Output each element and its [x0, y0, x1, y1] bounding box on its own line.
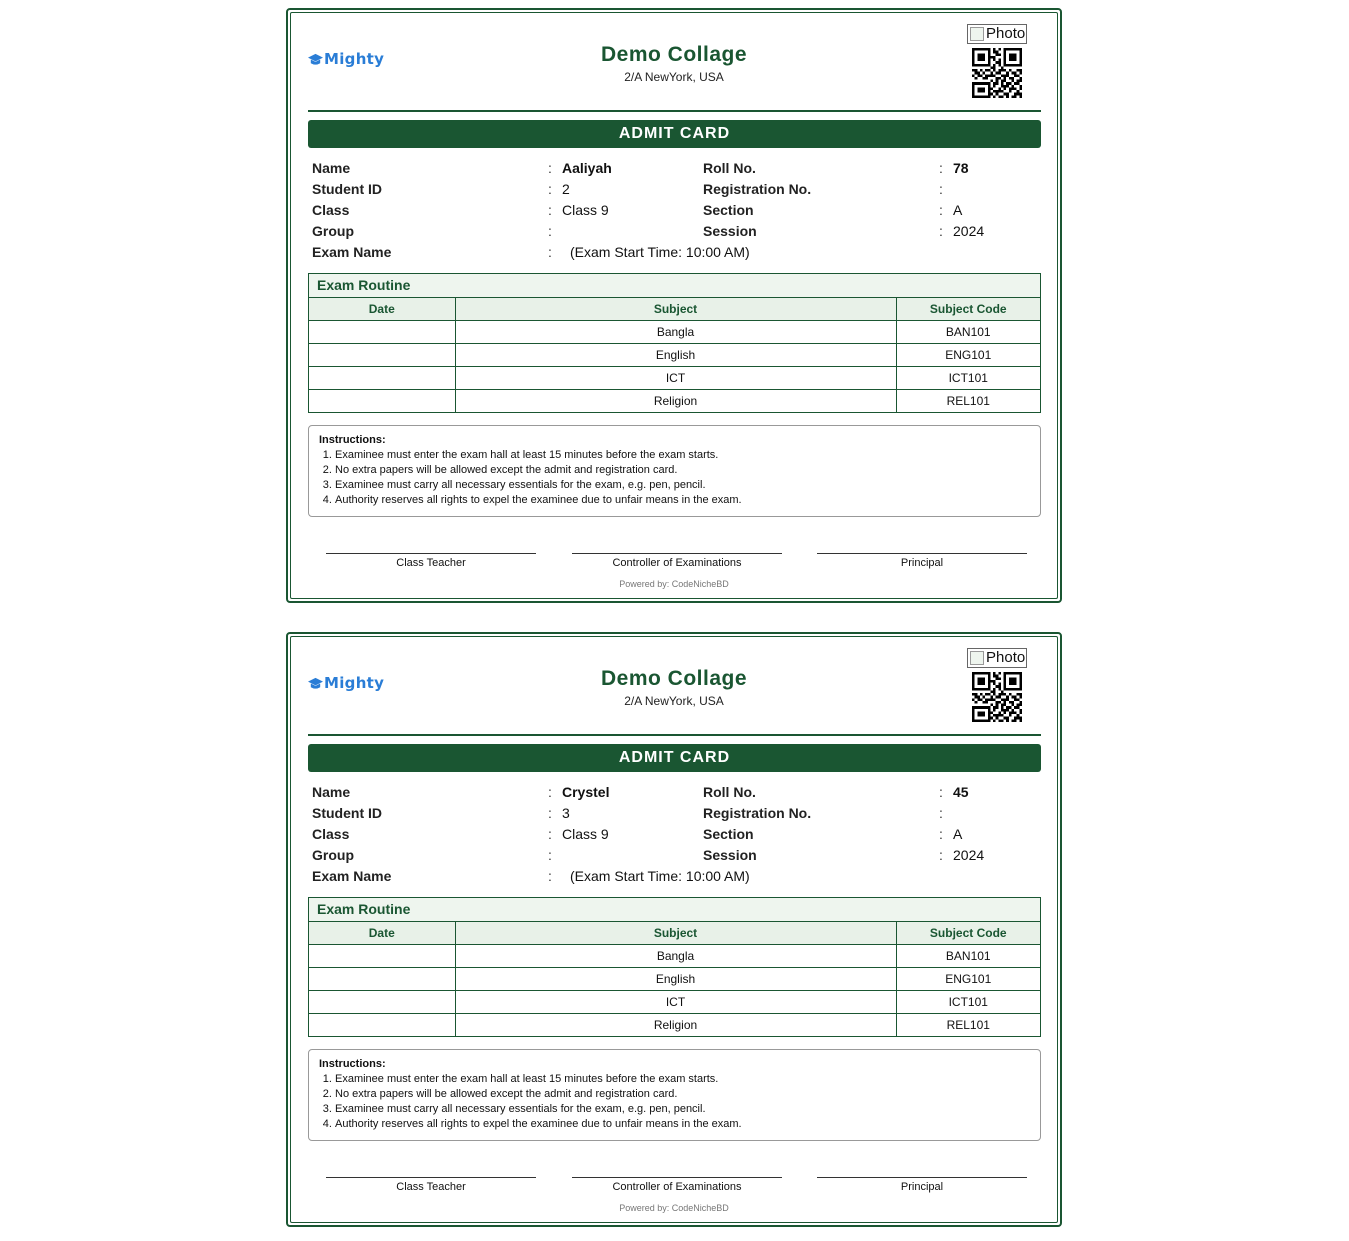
colon: :: [548, 868, 552, 884]
routine-row: [309, 390, 1040, 413]
colon: :: [939, 805, 943, 821]
info-row: [312, 847, 1040, 868]
college-name: Demo Collage: [600, 667, 748, 690]
instructions-title: Instructions:: [319, 1058, 386, 1070]
session-value: 2024: [953, 223, 985, 239]
routine-row: [309, 321, 1040, 344]
routine-header-subject: Subject: [455, 298, 896, 321]
student_id-label: Student ID: [312, 181, 382, 197]
name-label: Name: [312, 160, 351, 176]
exam-routine-table: [309, 298, 1040, 412]
college-header: [288, 43, 1060, 84]
exam-name-value: (Exam Start Time: 10:00 AM): [570, 244, 750, 260]
colon: :: [939, 202, 943, 218]
routine-date: [309, 968, 455, 991]
routine-row: [309, 1014, 1040, 1037]
info-row: [312, 784, 1040, 805]
routine-date: [309, 321, 455, 344]
photo-alt-text: Photo: [986, 25, 1026, 42]
routine-subject: English: [455, 968, 896, 991]
routine-row: [309, 945, 1040, 968]
student_id-value: 2: [562, 181, 570, 197]
instruction-item: 1. Examinee must enter the exam hall at least 15 minutes before the exam starts.: [335, 1072, 1030, 1087]
colon: :: [548, 244, 552, 260]
info-row: [312, 160, 1040, 181]
exam-name-label: Exam Name: [312, 868, 392, 884]
logo-text: Mighty: [324, 50, 385, 68]
routine-date: [309, 390, 455, 413]
info-row: [312, 181, 1040, 202]
routine-subject-code: BAN101: [896, 945, 1040, 968]
routine-subject-code: ICT101: [896, 991, 1040, 1014]
colon: :: [548, 160, 552, 176]
signature-label: Controller of Examinations: [612, 557, 742, 569]
session-value: 2024: [953, 847, 985, 863]
section-label: Section: [703, 202, 754, 218]
admit-card-title: ADMIT CARD: [308, 744, 1041, 772]
class-label: Class: [312, 826, 350, 842]
routine-date: [309, 367, 455, 390]
instruction-item: 2. No extra papers will be allowed except the admit and registration card.: [335, 1087, 1030, 1102]
admit-card-title: ADMIT CARD: [308, 120, 1041, 148]
info-row: [312, 202, 1040, 223]
signature-block: [326, 553, 536, 569]
student_id-value: 3: [562, 805, 570, 821]
instructions-list: [319, 448, 1030, 508]
routine-subject-code: BAN101: [896, 321, 1040, 344]
routine-subject-code: ENG101: [896, 344, 1040, 367]
signature-block: [572, 1177, 782, 1193]
roll-label: Roll No.: [703, 160, 756, 176]
routine-date: [309, 991, 455, 1014]
header-divider: [308, 734, 1041, 736]
instructions-list: [319, 1072, 1030, 1132]
class-value: Class 9: [562, 826, 609, 842]
routine-date: [309, 945, 455, 968]
class-value: Class 9: [562, 202, 609, 218]
colon: :: [939, 784, 943, 800]
class-label: Class: [312, 202, 350, 218]
colon: :: [939, 826, 943, 842]
logo-text: Mighty: [324, 674, 385, 692]
info-row: [312, 826, 1040, 847]
registration-label: Registration No.: [703, 805, 812, 821]
session-label: Session: [703, 847, 757, 863]
name-label: Name: [312, 784, 351, 800]
colon: :: [548, 202, 552, 218]
broken-image-icon: [970, 27, 984, 41]
info-row: [312, 868, 1040, 889]
info-row: [312, 805, 1040, 826]
signature-block: [326, 1177, 536, 1193]
colon: :: [548, 181, 552, 197]
group-label: Group: [312, 223, 354, 239]
colon: :: [548, 784, 552, 800]
routine-row: [309, 344, 1040, 367]
student-photo: [967, 24, 1027, 44]
routine-header-date: Date: [309, 922, 455, 945]
signature-block: [817, 1177, 1027, 1193]
student_id-label: Student ID: [312, 805, 382, 821]
college-header: [288, 667, 1060, 708]
colon: :: [548, 223, 552, 239]
routine-subject: ICT: [455, 367, 896, 390]
colon: :: [939, 160, 943, 176]
instructions-box: [308, 1049, 1041, 1141]
instruction-item: 2. No extra papers will be allowed except the admit and registration card.: [335, 463, 1030, 478]
routine-header-code: Subject Code: [896, 922, 1040, 945]
routine-header-date: Date: [309, 298, 455, 321]
signature-line: [572, 1177, 782, 1178]
colon: :: [939, 223, 943, 239]
routine-subject: Religion: [455, 1014, 896, 1037]
info-row: [312, 244, 1040, 265]
routine-subject: Bangla: [455, 321, 896, 344]
instructions-box: [308, 425, 1041, 517]
routine-subject-code: ICT101: [896, 367, 1040, 390]
group-label: Group: [312, 847, 354, 863]
roll-value: 78: [953, 160, 969, 176]
college-name: Demo Collage: [600, 43, 748, 66]
colon: :: [548, 805, 552, 821]
signature-line: [817, 1177, 1027, 1178]
college-address: 2/A NewYork, USA: [624, 70, 724, 84]
exam-routine: [308, 273, 1041, 413]
instruction-item: 3. Examinee must carry all necessary essentials for the exam, e.g. pen, pencil.: [335, 478, 1030, 493]
instruction-item: 3. Examinee must carry all necessary essentials for the exam, e.g. pen, pencil.: [335, 1102, 1030, 1117]
powered-by: Powered by: CodeNicheBD: [619, 579, 729, 589]
routine-subject: English: [455, 344, 896, 367]
signature-line: [572, 553, 782, 554]
signature-label: Class Teacher: [396, 1181, 466, 1193]
instruction-item: 4. Authority reserves all rights to expel the examinee due to unfair means in the exam.: [335, 1117, 1030, 1132]
name-value: Crystel: [562, 784, 610, 800]
section-value: A: [953, 202, 963, 218]
college-address: 2/A NewYork, USA: [624, 694, 724, 708]
routine-subject-code: REL101: [896, 390, 1040, 413]
admit-card: [286, 632, 1062, 1227]
routine-row: [309, 991, 1040, 1014]
roll-label: Roll No.: [703, 784, 756, 800]
roll-value: 45: [953, 784, 969, 800]
info-row: [312, 223, 1040, 244]
section-value: A: [953, 826, 963, 842]
student-info: [312, 160, 1040, 265]
name-value: Aaliyah: [562, 160, 612, 176]
qr-code-icon: [972, 48, 1022, 98]
header-divider: [308, 110, 1041, 112]
routine-header-row: [309, 298, 1040, 321]
instruction-item: 4. Authority reserves all rights to expel the examinee due to unfair means in the exam.: [335, 493, 1030, 508]
routine-subject-code: ENG101: [896, 968, 1040, 991]
signature-line: [326, 1177, 536, 1178]
instructions-title: Instructions:: [319, 434, 386, 446]
routine-header-row: [309, 922, 1040, 945]
section-label: Section: [703, 826, 754, 842]
exam-routine-title: Exam Routine: [309, 898, 1040, 922]
routine-subject-code: REL101: [896, 1014, 1040, 1037]
routine-header-subject: Subject: [455, 922, 896, 945]
powered-by: Powered by: CodeNicheBD: [619, 1203, 729, 1213]
signature-label: Principal: [900, 557, 944, 569]
routine-header-code: Subject Code: [896, 298, 1040, 321]
routine-row: [309, 968, 1040, 991]
instruction-item: 1. Examinee must enter the exam hall at least 15 minutes before the exam starts.: [335, 448, 1030, 463]
exam-routine-title: Exam Routine: [309, 274, 1040, 298]
exam-name-value: (Exam Start Time: 10:00 AM): [570, 868, 750, 884]
colon: :: [548, 847, 552, 863]
routine-subject: Bangla: [455, 945, 896, 968]
qr-code-icon: [972, 672, 1022, 722]
signature-line: [326, 553, 536, 554]
routine-date: [309, 344, 455, 367]
photo-alt-text: Photo: [986, 649, 1026, 666]
broken-image-icon: [970, 651, 984, 665]
student-photo: [967, 648, 1027, 668]
signature-block: [572, 553, 782, 569]
signature-block: [817, 553, 1027, 569]
routine-date: [309, 1014, 455, 1037]
colon: :: [548, 826, 552, 842]
routine-subject: ICT: [455, 991, 896, 1014]
signature-label: Principal: [900, 1181, 944, 1193]
signature-label: Controller of Examinations: [612, 1181, 742, 1193]
colon: :: [939, 847, 943, 863]
exam-name-label: Exam Name: [312, 244, 392, 260]
session-label: Session: [703, 223, 757, 239]
exam-routine-table: [309, 922, 1040, 1036]
exam-routine: [308, 897, 1041, 1037]
student-info: [312, 784, 1040, 889]
routine-row: [309, 367, 1040, 390]
admit-card: [286, 8, 1062, 603]
signature-line: [817, 553, 1027, 554]
routine-subject: Religion: [455, 390, 896, 413]
registration-label: Registration No.: [703, 181, 812, 197]
signature-label: Class Teacher: [396, 557, 466, 569]
colon: :: [939, 181, 943, 197]
